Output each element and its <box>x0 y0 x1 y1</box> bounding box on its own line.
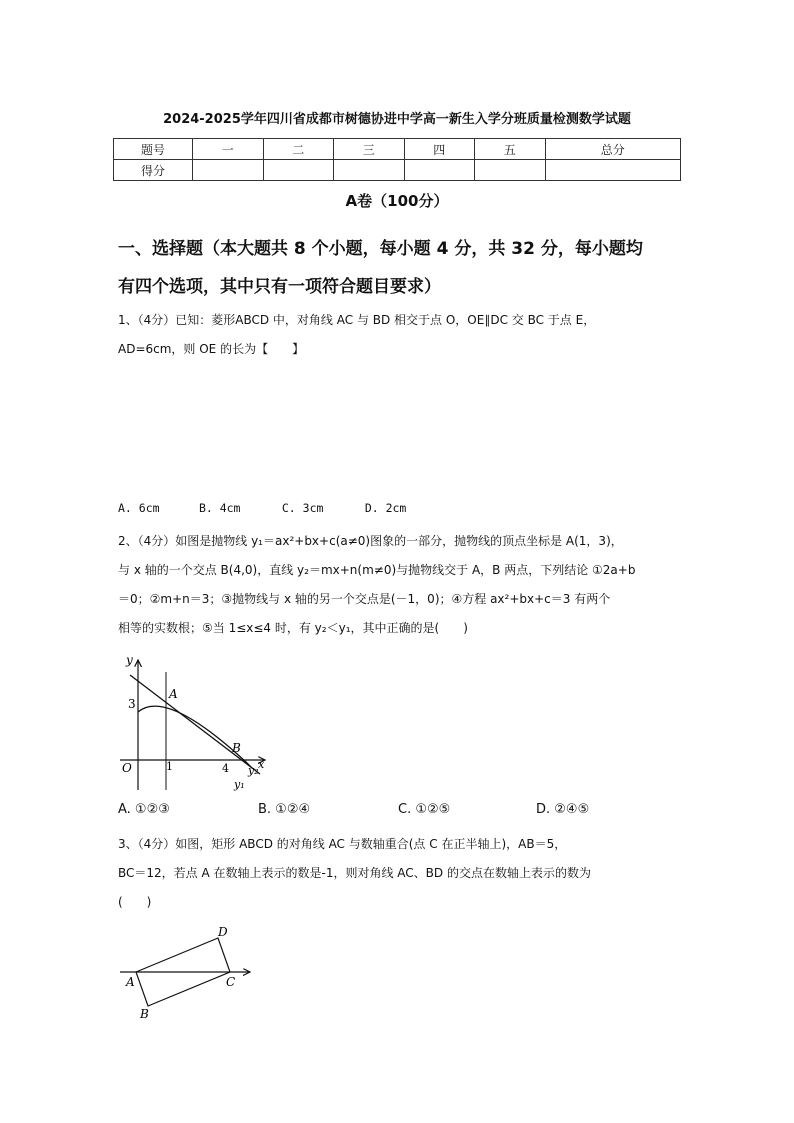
y2-label: y₂ <box>248 764 259 777</box>
score-table <box>113 138 681 181</box>
y-tick-3: 3 <box>128 697 136 711</box>
score-header-cell: 二 <box>263 139 334 160</box>
score-cell[interactable] <box>404 160 475 181</box>
exam-title: 2024-2025学年四川省成都市树德协进中学高一新生入学分班质量检测数学试题 <box>163 112 631 127</box>
section-heading <box>118 230 688 306</box>
x-tick-4: 4 <box>222 762 229 775</box>
section-heading-line: 一、选择题（本大题共 8 个小题，每小题 4 分，共 32 分，每小题均 <box>118 239 643 259</box>
question-2 <box>118 527 698 643</box>
point-a-label: A <box>126 975 135 989</box>
option-b[interactable]: B. ①②④ <box>258 802 311 817</box>
rectangle-number-line-figure <box>110 920 270 1025</box>
score-cell[interactable] <box>263 160 334 181</box>
option-a[interactable]: A. 6cm <box>118 501 160 515</box>
question-2-line: 与 x 轴的一个交点 B(4,0)，直线 y₂＝mx+n(m≠0)与抛物线交于 A，B 两点，下列结论 ①2a+b <box>118 563 636 577</box>
question-1-options <box>118 501 518 515</box>
score-header-cell: 四 <box>404 139 475 160</box>
score-header-cell: 总分 <box>545 139 681 160</box>
question-2-line: 相等的实数根；⑤当 1≤x≤4 时，有 y₂＜y₁，其中正确的是( ) <box>118 621 468 635</box>
origin-label: O <box>122 761 132 775</box>
question-3-line: BC＝12，若点 A 在数轴上表示的数是-1，则对角线 AC、BD 的交点在数轴上表示的数为 <box>118 866 591 880</box>
option-d[interactable]: D. ②④⑤ <box>536 802 590 817</box>
parabola-y1 <box>138 706 252 768</box>
point-a-label: A <box>169 687 178 701</box>
point-b-label: B <box>140 1007 149 1021</box>
score-table-header-row <box>114 139 681 160</box>
volume-title: A卷（100分） <box>345 192 449 210</box>
question-1-line: 1、（4分）已知：菱形ABCD 中，对角线 AC 与 BD 相交于点 O，OE∥DC 交 BC 于点 E， <box>118 313 596 327</box>
option-d[interactable]: D. 2cm <box>364 501 407 515</box>
x-tick-1: 1 <box>166 760 173 773</box>
question-2-line: 2、（4分）如图是抛物线 y₁＝ax²+bx+c(a≠0)图象的一部分，抛物线的顶点坐标是 A(1，3)， <box>118 534 623 548</box>
point-d-label: D <box>218 925 228 939</box>
question-3-line: ( ) <box>118 895 152 909</box>
point-b-label: B <box>232 741 241 755</box>
option-c[interactable]: C. ①②⑤ <box>398 802 451 817</box>
score-cell[interactable] <box>193 160 264 181</box>
score-table-score-row <box>114 160 681 181</box>
question-1-line: AD=6cm，则 OE 的长为【 】 <box>118 342 305 356</box>
option-b[interactable]: B. 4cm <box>198 501 241 515</box>
y-axis-label: y <box>126 653 133 667</box>
question-3-line: 3、（4分）如图，矩形 ABCD 的对角线 AC 与数轴重合(点 C 在正半轴上)，AB＝5， <box>118 837 567 851</box>
y1-label: y₁ <box>234 778 245 791</box>
score-row-label: 得分 <box>114 160 193 181</box>
question-3 <box>118 830 698 917</box>
score-cell[interactable] <box>545 160 681 181</box>
score-header-cell: 一 <box>193 139 264 160</box>
score-header-cell: 题号 <box>114 139 193 160</box>
section-heading-line: 有四个选项，其中只有一项符合题目要求） <box>118 277 441 297</box>
score-header-cell: 三 <box>334 139 405 160</box>
line-y2 <box>130 675 260 774</box>
option-a[interactable]: A. ①②③ <box>118 802 170 817</box>
parabola-graph <box>110 650 280 795</box>
question-1 <box>118 306 698 364</box>
question-2-options <box>118 802 678 822</box>
point-c-label: C <box>226 975 236 989</box>
question-2-line: ＝0；②m+n＝3；③抛物线与 x 轴的另一个交点是(－1，0)；④方程 ax²+bx+c＝3 有两个 <box>118 592 611 606</box>
score-header-cell: 五 <box>475 139 546 160</box>
score-cell[interactable] <box>334 160 405 181</box>
option-c[interactable]: C. 3cm <box>281 501 324 515</box>
x-axis-label: x <box>258 758 265 771</box>
score-cell[interactable] <box>475 160 546 181</box>
